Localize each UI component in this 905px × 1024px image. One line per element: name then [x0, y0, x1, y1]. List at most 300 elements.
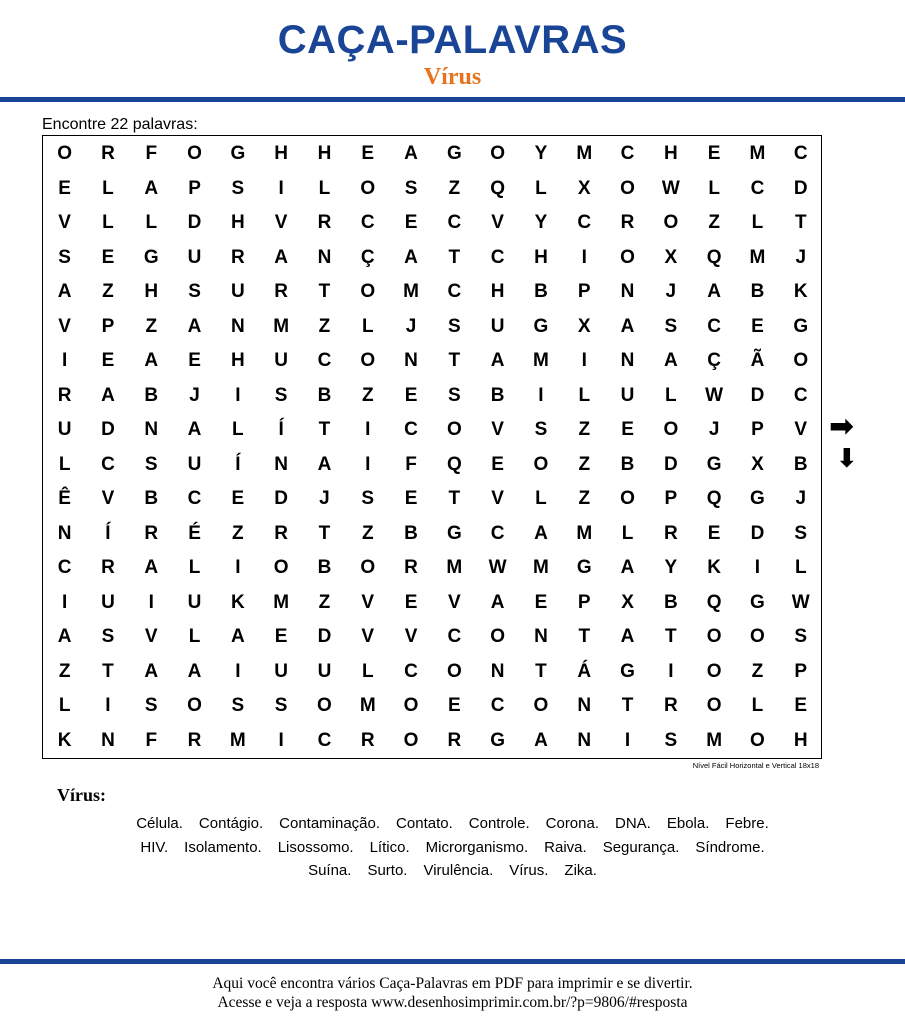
grid-letter[interactable]: E [231, 488, 245, 509]
grid-letter[interactable]: E [404, 488, 418, 509]
grid-letter[interactable]: A [707, 281, 722, 302]
grid-letter[interactable]: L [188, 626, 201, 647]
grid-letter[interactable]: S [144, 695, 158, 716]
grid-letter[interactable]: R [144, 522, 159, 544]
grid-letter[interactable]: Z [361, 522, 374, 544]
grid-letter[interactable]: I [278, 729, 284, 751]
grid-letter[interactable]: H [534, 246, 548, 268]
grid-letter[interactable]: G [533, 315, 549, 337]
grid-letter[interactable]: U [274, 660, 289, 682]
grid-letter[interactable]: I [581, 246, 587, 268]
grid-letter[interactable]: G [143, 246, 159, 268]
grid-letter[interactable]: S [794, 626, 808, 647]
grid-letter[interactable]: E [707, 522, 721, 544]
grid-letter[interactable]: Á [577, 660, 592, 682]
grid-letter[interactable]: B [663, 591, 678, 613]
grid-letter[interactable]: N [577, 729, 592, 751]
grid-letter[interactable]: N [144, 419, 159, 440]
grid-letter[interactable]: S [794, 522, 808, 544]
grid-letter[interactable]: M [749, 246, 766, 268]
grid-letter[interactable]: M [403, 281, 419, 302]
grid-letter[interactable]: A [663, 350, 678, 371]
grid-letter[interactable]: K [57, 729, 72, 751]
grid-letter[interactable]: B [793, 453, 808, 475]
grid-letter[interactable]: E [274, 626, 288, 647]
grid-letter[interactable]: O [446, 419, 462, 440]
grid-letter[interactable]: M [273, 591, 290, 613]
grid-letter[interactable]: Z [145, 315, 158, 337]
grid-letter[interactable]: A [317, 453, 332, 475]
grid-letter[interactable]: O [57, 143, 73, 164]
grid-letter[interactable]: M [576, 522, 593, 544]
grid-letter[interactable]: S [361, 488, 375, 509]
grid-letter[interactable]: T [578, 626, 591, 647]
grid-letter[interactable]: R [274, 522, 289, 544]
grid-letter[interactable]: L [621, 522, 634, 544]
grid-letter[interactable]: G [750, 591, 765, 613]
grid-letter[interactable]: F [145, 143, 158, 164]
grid-letter[interactable]: G [706, 453, 722, 475]
grid-letter[interactable]: G [750, 488, 765, 509]
grid-letter[interactable]: O [533, 453, 549, 475]
grid-letter[interactable]: L [58, 695, 71, 716]
grid-letter[interactable]: S [101, 626, 115, 647]
grid-letter[interactable]: I [624, 729, 631, 751]
grid-letter[interactable]: L [794, 557, 807, 578]
grid-letter[interactable]: C [490, 695, 505, 716]
grid-letter[interactable]: X [664, 246, 678, 268]
grid-letter[interactable]: M [359, 695, 376, 716]
grid-letter[interactable]: J [795, 488, 807, 509]
grid-letter[interactable]: R [663, 522, 678, 544]
grid-letter[interactable]: I [235, 660, 241, 682]
grid-letter[interactable]: S [231, 177, 245, 199]
grid-letter[interactable]: A [57, 626, 72, 647]
grid-letter[interactable]: L [58, 453, 71, 475]
grid-letter[interactable]: J [319, 488, 330, 509]
grid-letter[interactable]: O [620, 177, 635, 199]
grid-letter[interactable]: Z [578, 419, 591, 440]
grid-letter[interactable]: E [491, 453, 504, 475]
grid-letter[interactable]: A [490, 350, 505, 371]
grid-letter[interactable]: A [404, 143, 418, 164]
grid-letter[interactable]: R [447, 729, 462, 751]
grid-letter[interactable]: U [620, 384, 635, 406]
grid-letter[interactable]: M [533, 350, 549, 371]
grid-letter[interactable]: S [664, 315, 678, 337]
grid-letter[interactable]: A [274, 246, 289, 268]
grid-letter[interactable]: B [490, 384, 505, 406]
grid-letter[interactable]: Z [58, 660, 71, 682]
grid-letter[interactable]: L [232, 419, 244, 440]
grid-letter[interactable]: E [404, 212, 418, 233]
grid-letter[interactable]: Z [318, 591, 331, 613]
grid-letter[interactable]: O [706, 660, 722, 682]
grid-letter[interactable]: Z [448, 177, 461, 199]
grid-letter[interactable]: Í [105, 522, 111, 544]
grid-letter[interactable]: S [447, 384, 461, 406]
grid-letter[interactable]: J [189, 384, 200, 406]
grid-letter[interactable]: V [361, 591, 375, 613]
grid-letter[interactable]: N [404, 350, 418, 371]
grid-letter[interactable]: A [230, 626, 245, 647]
grid-letter[interactable]: A [144, 350, 159, 371]
grid-letter[interactable]: R [404, 557, 418, 578]
grid-letter[interactable]: I [148, 591, 154, 613]
grid-letter[interactable]: E [404, 384, 418, 406]
grid-letter[interactable]: E [101, 246, 115, 268]
grid-letter[interactable]: M [533, 557, 549, 578]
grid-letter[interactable]: H [144, 281, 159, 302]
grid-letter[interactable]: I [365, 419, 371, 440]
grid-letter[interactable]: F [145, 729, 158, 751]
grid-letter[interactable]: N [577, 695, 592, 716]
grid-letter[interactable]: G [490, 729, 506, 751]
grid-letter[interactable]: J [708, 419, 720, 440]
grid-letter[interactable]: O [490, 143, 506, 164]
grid-letter[interactable]: T [665, 626, 677, 647]
grid-letter[interactable]: C [620, 143, 635, 164]
grid-letter[interactable]: O [187, 695, 202, 716]
grid-letter[interactable]: G [446, 143, 462, 164]
grid-letter[interactable]: I [581, 350, 587, 371]
grid-letter[interactable]: T [318, 522, 331, 544]
grid-letter[interactable]: B [144, 384, 159, 406]
grid-letter[interactable]: N [57, 522, 72, 544]
grid-letter[interactable]: R [101, 143, 115, 164]
grid-letter[interactable]: W [705, 384, 724, 406]
grid-letter[interactable]: Z [578, 453, 591, 475]
grid-letter[interactable]: W [488, 557, 507, 578]
grid-letter[interactable]: T [102, 660, 114, 682]
grid-letter[interactable]: A [620, 557, 635, 578]
grid-letter[interactable]: P [188, 177, 201, 199]
grid-letter[interactable]: L [708, 177, 720, 199]
grid-letter[interactable]: C [404, 419, 418, 440]
grid-letter[interactable]: E [404, 591, 418, 613]
grid-letter[interactable]: V [58, 315, 71, 337]
grid-letter[interactable]: Í [235, 453, 241, 475]
grid-letter[interactable]: S [231, 695, 245, 716]
grid-letter[interactable]: G [576, 557, 592, 578]
grid-letter[interactable]: T [794, 212, 807, 233]
grid-letter[interactable]: C [490, 522, 505, 544]
grid-letter[interactable]: S [534, 419, 548, 440]
grid-letter[interactable]: M [273, 315, 290, 337]
grid-letter[interactable]: I [365, 453, 371, 475]
grid-letter[interactable]: T [448, 246, 461, 268]
grid-letter[interactable]: L [361, 315, 374, 337]
grid-letter[interactable]: V [491, 419, 504, 440]
grid-letter[interactable]: A [187, 315, 202, 337]
grid-letter[interactable]: G [793, 315, 809, 337]
grid-letter[interactable]: A [57, 281, 72, 302]
grid-letter[interactable]: L [102, 212, 114, 233]
grid-letter[interactable]: B [144, 488, 159, 509]
grid-letter[interactable]: N [490, 660, 505, 682]
grid-letter[interactable]: M [749, 143, 766, 164]
grid-letter[interactable]: R [620, 212, 635, 233]
grid-letter[interactable]: Z [708, 212, 720, 233]
grid-letter[interactable]: É [188, 522, 201, 544]
grid-letter[interactable]: M [446, 557, 463, 578]
grid-letter[interactable]: T [621, 695, 634, 716]
grid-letter[interactable]: N [620, 281, 635, 302]
grid-letter[interactable]: R [101, 557, 115, 578]
grid-letter[interactable]: D [274, 488, 289, 509]
grid-letter[interactable]: U [187, 453, 202, 475]
grid-letter[interactable]: S [447, 315, 461, 337]
grid-letter[interactable]: H [317, 143, 332, 164]
grid-letter[interactable]: B [620, 453, 635, 475]
grid-letter[interactable]: O [403, 729, 419, 751]
grid-letter[interactable]: A [620, 315, 635, 337]
grid-letter[interactable]: S [404, 177, 418, 199]
grid-letter[interactable]: J [795, 246, 807, 268]
grid-letter[interactable]: R [187, 729, 202, 751]
grid-letter[interactable]: B [534, 281, 548, 302]
grid-letter[interactable]: R [230, 246, 245, 268]
grid-letter[interactable]: O [273, 557, 289, 578]
grid-letter[interactable]: V [144, 626, 158, 647]
grid-letter[interactable]: V [491, 488, 504, 509]
grid-letter[interactable]: R [317, 212, 332, 233]
grid-letter[interactable]: H [230, 350, 245, 371]
grid-letter[interactable]: O [706, 695, 722, 716]
grid-letter[interactable]: P [751, 419, 764, 440]
grid-letter[interactable]: S [274, 695, 288, 716]
grid-letter[interactable]: O [360, 350, 376, 371]
grid-letter[interactable]: T [448, 488, 461, 509]
grid-letter[interactable]: D [793, 177, 808, 199]
grid-letter[interactable]: E [361, 143, 375, 164]
grid-letter[interactable]: L [751, 695, 764, 716]
grid-letter[interactable]: M [706, 729, 723, 751]
grid-letter[interactable]: X [751, 453, 764, 475]
grid-letter[interactable]: O [620, 488, 635, 509]
grid-letter[interactable]: B [404, 522, 418, 544]
grid-letter[interactable]: R [57, 384, 72, 406]
grid-letter[interactable]: Q [446, 453, 462, 475]
grid-letter[interactable]: O [663, 212, 679, 233]
grid-letter[interactable]: O [490, 626, 506, 647]
grid-letter[interactable]: U [317, 660, 332, 682]
grid-letter[interactable]: U [187, 591, 202, 613]
grid-letter[interactable]: Z [232, 522, 244, 544]
grid-letter[interactable]: Z [318, 315, 331, 337]
grid-letter[interactable]: H [663, 143, 678, 164]
grid-letter[interactable]: L [535, 488, 547, 509]
grid-letter[interactable]: S [144, 453, 158, 475]
grid-letter[interactable]: S [188, 281, 201, 302]
grid-letter[interactable]: E [101, 350, 115, 371]
grid-letter[interactable]: U [187, 246, 202, 268]
grid-letter[interactable]: E [188, 350, 201, 371]
grid-letter[interactable]: N [317, 246, 332, 268]
grid-letter[interactable]: T [535, 660, 547, 682]
grid-letter[interactable]: O [360, 177, 376, 199]
grid-letter[interactable]: H [230, 212, 245, 233]
grid-letter[interactable]: P [101, 315, 115, 337]
grid-letter[interactable]: I [278, 177, 284, 199]
grid-letter[interactable]: R [360, 729, 375, 751]
grid-letter[interactable]: V [447, 591, 461, 613]
grid-letter[interactable]: S [274, 384, 288, 406]
grid-letter[interactable]: E [707, 143, 721, 164]
grid-letter[interactable]: S [58, 246, 71, 268]
grid-letter[interactable]: O [706, 626, 722, 647]
grid-letter[interactable]: G [446, 522, 462, 544]
grid-letter[interactable]: C [750, 177, 765, 199]
grid-letter[interactable]: A [187, 419, 202, 440]
grid-letter[interactable]: U [490, 315, 505, 337]
grid-letter[interactable]: J [665, 281, 677, 302]
grid-letter[interactable]: A [144, 557, 159, 578]
grid-letter[interactable]: Q [706, 591, 722, 613]
grid-letter[interactable]: A [144, 660, 159, 682]
grid-letter[interactable]: V [58, 212, 71, 233]
grid-letter[interactable]: X [577, 315, 591, 337]
grid-letter[interactable]: A [534, 522, 548, 544]
grid-letter[interactable]: V [274, 212, 288, 233]
grid-letter[interactable]: L [535, 177, 547, 199]
grid-letter[interactable]: A [534, 729, 548, 751]
grid-letter[interactable]: Ç [707, 350, 722, 371]
grid-letter[interactable]: C [447, 212, 462, 233]
grid-letter[interactable]: D [663, 453, 678, 475]
grid-letter[interactable]: C [317, 729, 332, 751]
grid-letter[interactable]: N [230, 315, 245, 337]
grid-letter[interactable]: T [318, 281, 331, 302]
grid-letter[interactable]: X [577, 177, 591, 199]
grid-letter[interactable]: A [620, 626, 635, 647]
grid-letter[interactable]: U [101, 591, 115, 613]
grid-letter[interactable]: E [58, 177, 71, 199]
grid-letter[interactable]: A [187, 660, 202, 682]
grid-letter[interactable]: I [62, 591, 68, 613]
grid-letter[interactable]: C [793, 143, 808, 164]
grid-letter[interactable]: O [446, 660, 462, 682]
grid-letter[interactable]: O [360, 557, 376, 578]
grid-letter[interactable]: Q [706, 488, 722, 509]
grid-letter[interactable]: L [145, 212, 158, 233]
grid-letter[interactable]: L [188, 557, 201, 578]
grid-letter[interactable]: T [318, 419, 331, 440]
grid-letter[interactable]: Ã [750, 350, 765, 371]
grid-letter[interactable]: P [794, 660, 808, 682]
grid-letter[interactable]: D [101, 419, 115, 440]
grid-letter[interactable]: C [404, 660, 418, 682]
grid-letter[interactable]: Q [706, 246, 722, 268]
grid-letter[interactable]: Y [664, 557, 678, 578]
grid-letter[interactable]: T [448, 350, 461, 371]
grid-letter[interactable]: Y [534, 143, 548, 164]
grid-letter[interactable]: A [490, 591, 505, 613]
grid-letter[interactable]: N [534, 626, 548, 647]
grid-letter[interactable]: D [750, 522, 765, 544]
grid-letter[interactable]: B [750, 281, 765, 302]
grid-letter[interactable]: C [707, 315, 722, 337]
grid-letter[interactable]: I [538, 384, 544, 406]
grid-letter[interactable]: S [664, 729, 678, 751]
grid-letter[interactable]: B [317, 384, 332, 406]
grid-letter[interactable]: U [57, 419, 72, 440]
grid-letter[interactable]: L [751, 212, 764, 233]
grid-letter[interactable]: I [668, 660, 674, 682]
grid-letter[interactable]: V [491, 212, 504, 233]
grid-letter[interactable]: C [360, 212, 375, 233]
grid-letter[interactable]: R [663, 695, 678, 716]
grid-letter[interactable]: E [534, 591, 548, 613]
grid-letter[interactable]: P [577, 281, 591, 302]
grid-letter[interactable]: L [665, 384, 677, 406]
grid-letter[interactable]: L [102, 177, 114, 199]
grid-letter[interactable]: C [57, 557, 72, 578]
grid-letter[interactable]: U [230, 281, 245, 302]
grid-letter[interactable]: C [793, 384, 808, 406]
grid-letter[interactable]: Q [490, 177, 506, 199]
grid-letter[interactable]: Ç [360, 246, 375, 268]
grid-letter[interactable]: K [230, 591, 245, 613]
grid-letter[interactable]: M [229, 729, 246, 751]
grid-letter[interactable]: O [793, 350, 809, 371]
grid-letter[interactable]: C [317, 350, 332, 371]
grid-letter[interactable]: D [750, 384, 765, 406]
grid-letter[interactable]: L [578, 384, 591, 406]
grid-letter[interactable]: D [317, 626, 332, 647]
grid-letter[interactable]: O [663, 419, 679, 440]
grid-letter[interactable]: F [405, 453, 417, 475]
grid-letter[interactable]: O [360, 281, 376, 302]
grid-letter[interactable]: C [490, 246, 505, 268]
grid-letter[interactable]: C [187, 488, 202, 509]
grid-letter[interactable]: W [791, 591, 810, 613]
grid-letter[interactable]: O [750, 729, 765, 751]
grid-letter[interactable]: N [274, 453, 289, 475]
grid-letter[interactable]: L [318, 177, 331, 199]
grid-letter[interactable]: K [793, 281, 808, 302]
grid-letter[interactable]: N [101, 729, 115, 751]
grid-letter[interactable]: B [317, 557, 332, 578]
grid-letter[interactable]: Í [278, 419, 284, 440]
grid-letter[interactable]: E [447, 695, 461, 716]
grid-letter[interactable]: D [187, 212, 202, 233]
grid-letter[interactable]: I [105, 695, 111, 716]
grid-letter[interactable]: X [621, 591, 634, 613]
grid-letter[interactable]: Ê [58, 488, 71, 509]
grid-letter[interactable]: H [490, 281, 505, 302]
grid-letter[interactable]: Y [534, 212, 548, 233]
grid-letter[interactable]: I [235, 557, 241, 578]
grid-letter[interactable]: A [101, 384, 115, 406]
grid-letter[interactable]: P [577, 591, 591, 613]
grid-letter[interactable]: O [533, 695, 549, 716]
grid-letter[interactable]: V [101, 488, 115, 509]
grid-letter[interactable]: G [620, 660, 635, 682]
grid-letter[interactable]: Z [361, 384, 374, 406]
grid-letter[interactable]: M [576, 143, 593, 164]
grid-letter[interactable]: V [404, 626, 418, 647]
grid-letter[interactable]: C [101, 453, 115, 475]
grid-letter[interactable]: L [361, 660, 374, 682]
grid-letter[interactable]: Z [751, 660, 764, 682]
grid-letter[interactable]: P [664, 488, 678, 509]
grid-letter[interactable]: I [754, 557, 761, 578]
grid-letter[interactable]: V [361, 626, 375, 647]
grid-letter[interactable]: C [447, 281, 462, 302]
grid-letter[interactable]: I [62, 350, 68, 371]
grid-letter[interactable]: I [235, 384, 241, 406]
